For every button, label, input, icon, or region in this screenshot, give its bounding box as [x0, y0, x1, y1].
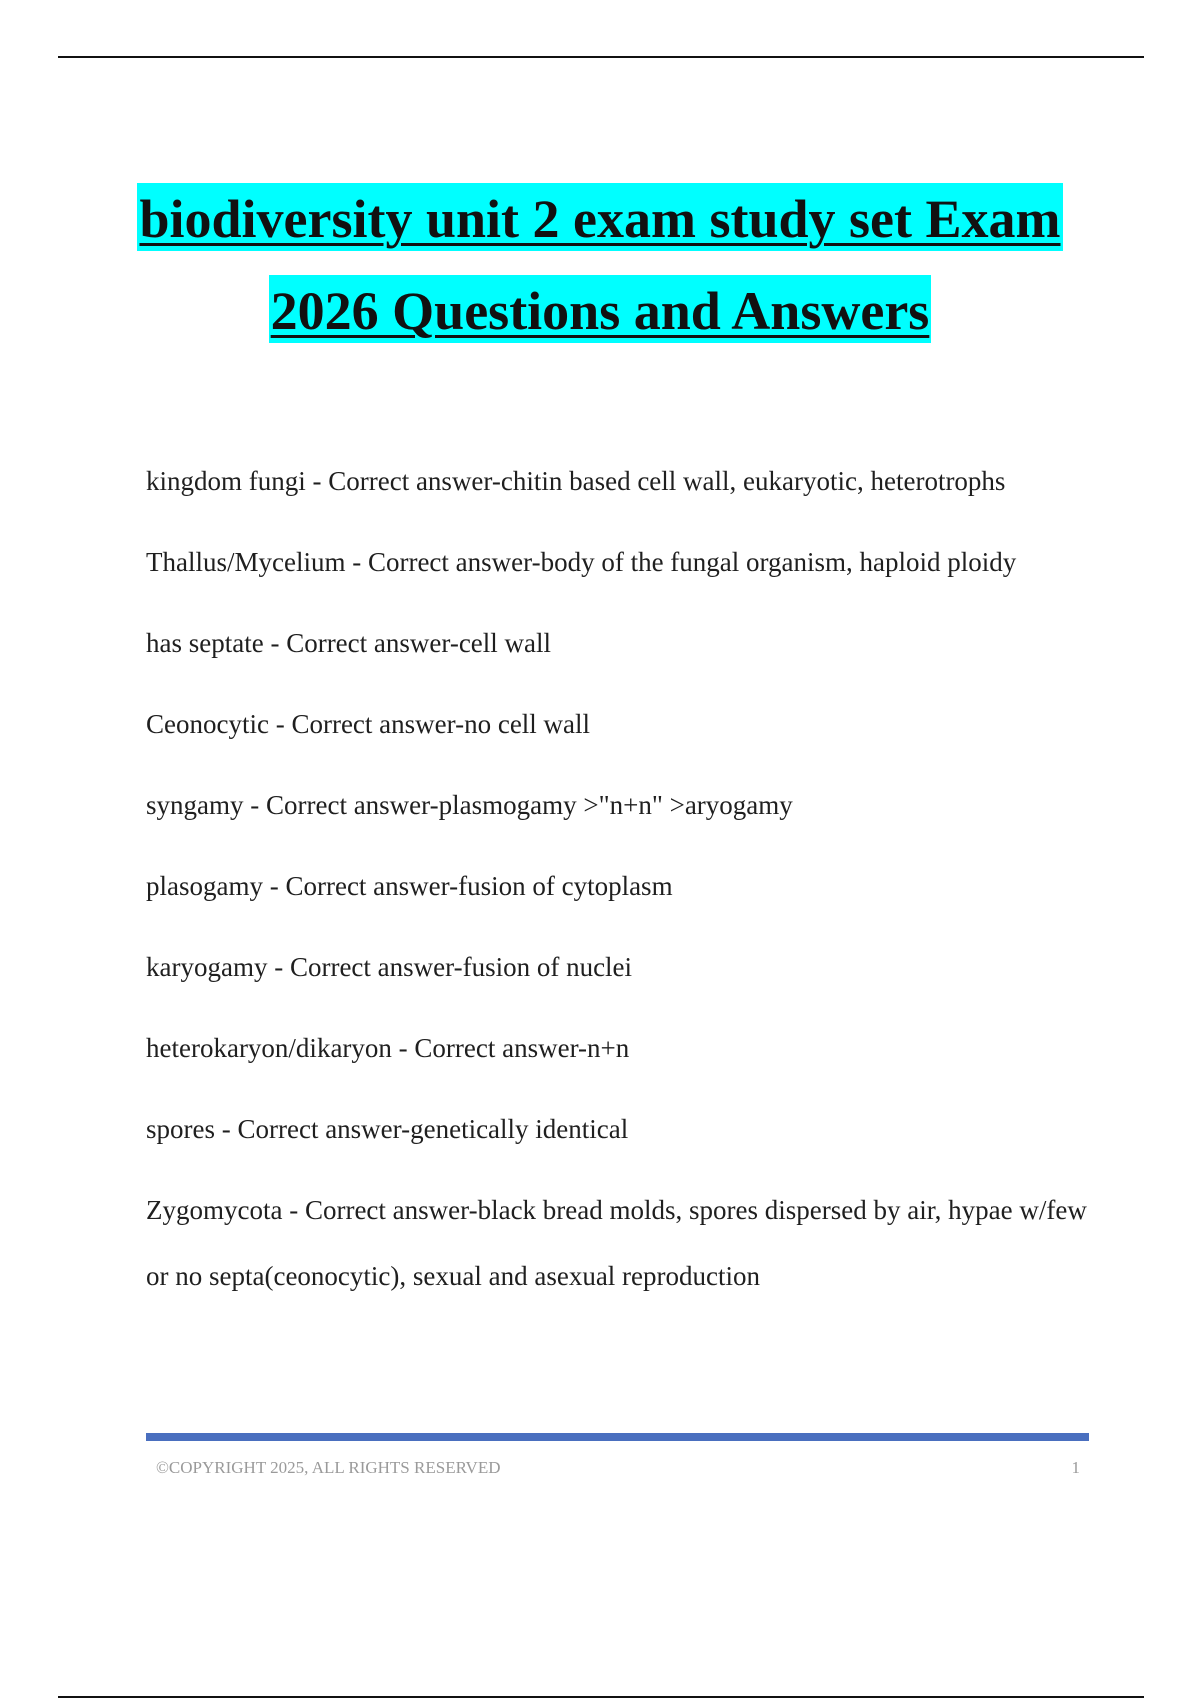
title-line-1: [0, 173, 1200, 265]
qa-list: [146, 448, 1096, 1324]
qa-entry: plasogamy - Correct answer-fusion of cytoplasm: [146, 871, 673, 901]
qa-entry: Zygomycota - Correct answer-black bread molds, spores dispersed by air, hypae w/few or no septa(ceonocytic), sexual and asexual reproduction: [146, 1195, 1087, 1291]
qa-entry: spores - Correct answer-genetically identical: [146, 1114, 629, 1144]
top-divider: [58, 56, 1144, 58]
qa-entry: syngamy - Correct answer-plasmogamy >"n+n" >aryogamy: [146, 790, 793, 820]
page-number: 1: [1071, 1458, 1080, 1477]
qa-entry: heterokaryon/dikaryon - Correct answer-n+n: [146, 1033, 630, 1063]
qa-entry: karyogamy - Correct answer-fusion of nuclei: [146, 952, 633, 982]
footer-divider-bar: [146, 1433, 1089, 1441]
qa-entry: Ceonocytic - Correct answer-no cell wall: [146, 709, 591, 739]
footer-copyright: ©COPYRIGHT 2025, ALL RIGHTS RESERVED: [156, 1458, 501, 1477]
bottom-divider: [58, 1696, 1144, 1698]
title-text-1: biodiversity unit 2 exam study set Exam: [137, 183, 1062, 251]
qa-entry: kingdom fungi - Correct answer-chitin based cell wall, eukaryotic, heterotrophs: [146, 466, 1006, 496]
qa-entry: has septate - Correct answer-cell wall: [146, 628, 552, 658]
title-text-2: 2026 Questions and Answers: [269, 275, 932, 343]
title-line-2: [0, 265, 1200, 357]
qa-entry: Thallus/Mycelium - Correct answer-body of the fungal organism, haploid ploidy: [146, 547, 1017, 577]
document-title: [0, 173, 1200, 357]
